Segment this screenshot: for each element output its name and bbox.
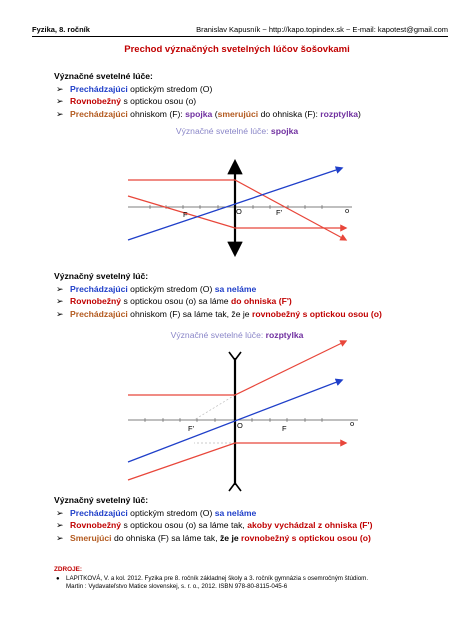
ray-text: ohniskom (F): — [127, 108, 186, 119]
ray-type: Prechádzajúci — [70, 108, 128, 119]
lens-type: rozptylka — [320, 108, 359, 119]
ray-rule: sa neláme — [214, 283, 257, 294]
ray-type: Rovnobežný — [70, 296, 122, 306]
arrow-bullet-icon: ➢ — [56, 108, 64, 119]
ray-text: optickým stredom (O) — [127, 83, 213, 94]
ray-text: ) — [358, 108, 361, 119]
label-F: F — [282, 424, 287, 433]
ray-text: optickým stredom (O) — [127, 507, 215, 518]
arrow-bullet-icon: ➢ — [56, 283, 64, 294]
label-O: O — [236, 207, 242, 216]
section-concave-rules — [54, 494, 372, 544]
ray-rule: do ohniska (F') — [230, 296, 292, 306]
diagram-title-lens: spojka — [270, 126, 299, 136]
virtual-extension — [194, 395, 235, 420]
arrow-bullet-icon: ➢ — [56, 532, 64, 543]
diagram-title-prefix: Význačné svetelné lúče: — [175, 126, 271, 136]
ray-type: Prechádzajúci — [70, 283, 128, 294]
ray-rule: rovnobežný s optickou osou (o) — [251, 308, 382, 319]
arrow-bullet-icon: ➢ — [56, 296, 64, 306]
sources — [54, 566, 368, 592]
ray-text: že je — [219, 532, 242, 543]
arrow-bullet-icon: ➢ — [56, 507, 64, 518]
list-item — [54, 295, 382, 308]
ray-rule: akoby vychádzal z ohniska (F') — [247, 520, 373, 530]
header-subject: Fyzika, 8. ročník — [32, 25, 90, 34]
list-item — [54, 283, 382, 296]
parallel-ray — [128, 341, 346, 395]
label-O: O — [237, 421, 243, 430]
focal-ray — [128, 443, 346, 480]
section-convex-rules — [54, 270, 382, 320]
lens-type: spojka — [185, 108, 213, 119]
source-line: LAPITKOVÁ, V. a kol. 2012. Fyzika pre 8. ročník základnej školy a 3. ročník gymnázia s osemročným štúdiom. — [66, 574, 369, 582]
ray-text: ( — [212, 108, 218, 119]
arrow-bullet-icon: ➢ — [56, 308, 64, 319]
source-item — [54, 575, 368, 584]
label-axis-o: o — [345, 206, 350, 215]
label-F-prime: F' — [276, 208, 283, 217]
ray-type: Rovnobežný — [70, 96, 122, 106]
ray-text: s optickou osou (o) — [121, 96, 197, 106]
concave-lens-diagram — [128, 341, 358, 491]
section-heading: Význačný svetelný lúč: — [54, 271, 149, 281]
section-heading: Význačný svetelný lúč: — [54, 495, 149, 505]
ray-rule: rovnobežný s optickou osou (o) — [241, 532, 371, 543]
list-item — [54, 308, 382, 321]
ray-text: do ohniska (F) sa láme tak, — [111, 532, 220, 543]
page-title: Prechod význačných svetelných lúčov šošovkami — [124, 44, 350, 55]
ray-text: optickým stredom (O) — [127, 283, 215, 294]
ray-rule: sa neláme — [214, 507, 257, 518]
lens-bottom-cap — [229, 483, 241, 491]
ray-type: Rovnobežný — [70, 520, 122, 530]
diagram-title-prefix: Význačné svetelné lúče: — [170, 330, 266, 340]
source-line-2: Martin : Vydavateľstvo Matice slovenskej, s. r. o., 2012. ISBN 978-80-8115-045-6 — [66, 583, 288, 590]
sources-heading: ZDROJE: — [54, 566, 83, 573]
ray-text: ohniskom (F) sa láme tak, že je — [127, 308, 252, 319]
ray-type: Prechádzajúci — [70, 308, 128, 319]
list-item — [54, 532, 372, 545]
diagram-title-concave — [0, 330, 474, 340]
diagram-title-lens: rozptylka — [265, 330, 304, 340]
arrow-bullet-icon: ➢ — [56, 520, 64, 530]
arrow-bullet-icon: ➢ — [56, 96, 64, 106]
lens-top-cap — [229, 352, 241, 360]
section-heading: Význačné svetelné lúče: — [54, 71, 153, 81]
ray-text: s optickou osou (o) sa láme — [121, 296, 231, 306]
list-item — [54, 519, 372, 532]
ray-text: do ohniska (F): — [258, 108, 321, 119]
bullet-icon: ● — [56, 575, 60, 582]
ray-type: smerujúci — [217, 108, 259, 119]
arrow-bullet-icon: ➢ — [56, 83, 64, 94]
ray-type: Smerujúci — [70, 532, 112, 543]
label-F: F — [183, 210, 188, 219]
ray-type: Prechádzajúci — [70, 507, 128, 518]
label-F-prime: F' — [188, 424, 195, 433]
ray-type: Prechádzajúci — [70, 83, 128, 94]
list-item — [54, 507, 372, 520]
ray-text: s optickou osou (o) sa láme tak, — [121, 520, 248, 530]
header-author: Branislav Kapusník ~ http://kapo.topindex.sk ~ E-mail: kapotest@gmail.com — [196, 25, 448, 34]
label-axis-o: o — [350, 419, 355, 428]
